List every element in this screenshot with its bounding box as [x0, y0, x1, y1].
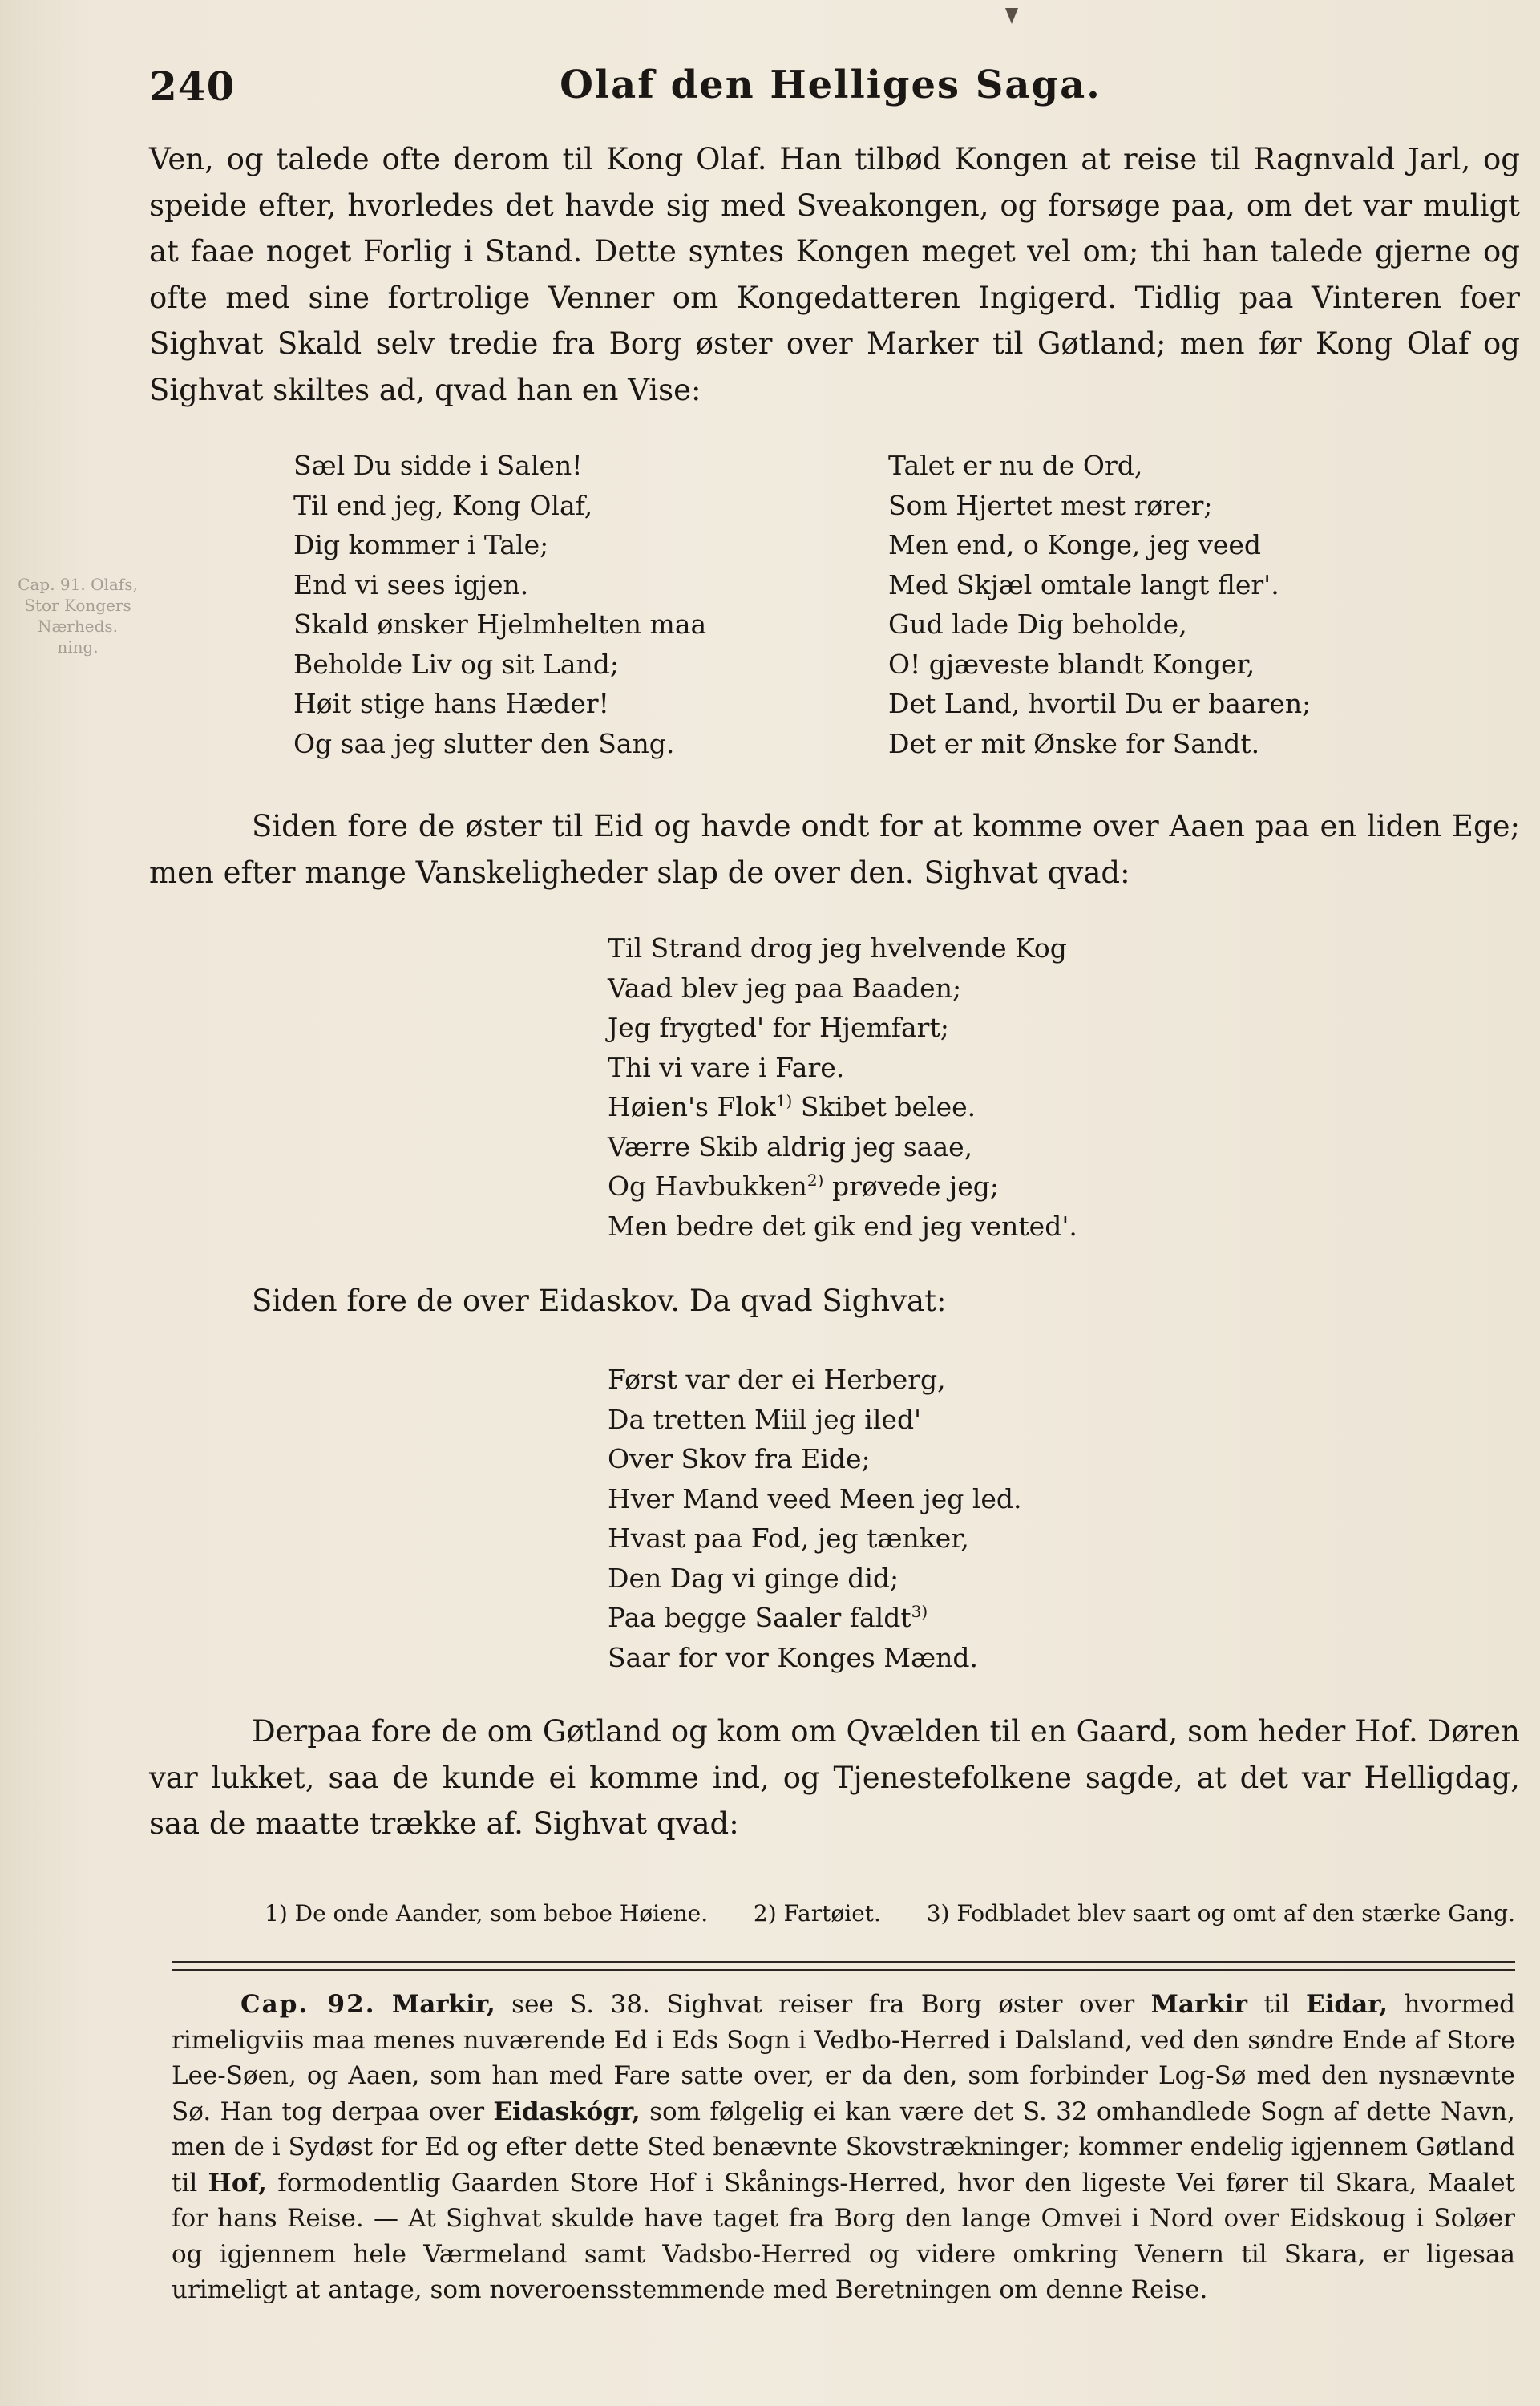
commentary-segment: som følgelig ei kan være det S. 32 omhandlede Sogn af dette Navn, men de i Sydøst for Ed og efter dette Sted benævnte Skovstrækninger; kommer endelig igjennem Gøtland til: [172, 2097, 1515, 2198]
verse-line: End vi sees igjen.: [293, 568, 529, 600]
verse-line-text: prøvede jeg;: [823, 1171, 1000, 1202]
commentary-section: [172, 1987, 1515, 2308]
commentary-text: [172, 1987, 1515, 2308]
verse-line: Til Strand drog jeg hvelvende Kog: [608, 932, 1067, 964]
verse-line-text: Skibet belee.: [792, 1091, 976, 1122]
paragraph-3-text: Siden fore de over Eidaskov. Da qvad Sighvat:: [252, 1284, 947, 1318]
verse-line: Hvast paa Fod, jeg tænker,: [608, 1522, 969, 1554]
place-markir: Markir,: [391, 1990, 495, 2019]
verse-line: Med Skjæl omtale langt fler'.: [888, 568, 1279, 600]
commentary-segment: formodentlig Gaarden Store Hof i Skånings-Herred, hvor den ligeste Vei fører til Skara, Maalet for hans Reise. — At Sighvat skulde have taget fra Borg den lange Omvei i Nord over Eidskoug i Soløer og igjennem hele Værmeland samt Vadsbo-Herred og videre omkring Venern til Skara, er ligesaa urimeligt at antage, som noveroensstemmende med Beretningen om denne Reise.: [172, 2168, 1515, 2304]
commentary-segment: til: [1247, 1990, 1306, 2019]
verse-line: Til end jeg, Kong Olaf,: [293, 489, 593, 521]
verse-line: [608, 1598, 1022, 1638]
verse-1-right: [888, 446, 1311, 763]
verse-line-text: Paa begge Saaler faldt: [608, 1602, 911, 1633]
verse-line-text: Høien's Flok: [608, 1091, 776, 1122]
verse-line: Værre Skib aldrig jeg saae,: [608, 1130, 973, 1163]
verse-line: Thi vi vare i Fare.: [608, 1051, 845, 1083]
separator-rule: [172, 1961, 1515, 1963]
verse-line: Gud lade Dig beholde,: [888, 609, 1187, 640]
verse-line: Det Land, hvortil Du er baaren;: [888, 688, 1312, 719]
verse-line: Hver Mand veed Meen jeg led.: [608, 1482, 1022, 1514]
chapter-label: Cap. 92.: [240, 1990, 376, 2019]
verse-line: Talet er nu de Ord,: [888, 450, 1143, 481]
paragraph-4-text: Derpaa fore de om Gøtland og kom om Qvælden til en Gaard, som heder Hof. Døren var lukket, saa de kunde ei komme ind, og Tjenestefolkene sagde, at det var Helligdag, saa de maatte trække af. Sighvat qvad:: [149, 1714, 1520, 1841]
verse-2: [608, 928, 1077, 1246]
verse-line: Som Hjertet mest rører;: [888, 489, 1213, 521]
place-eidar: Eidar,: [1306, 1990, 1388, 2019]
separator-rule: [172, 1969, 1515, 1971]
place-markir-2: Markir: [1150, 1990, 1247, 2019]
running-title: Olaf den Helliges Saga.: [560, 63, 1101, 107]
paragraph-1: [149, 136, 1520, 413]
verse-line: Først var der ei Herberg,: [608, 1364, 946, 1395]
verse-line: Skald ønsker Hjelmhelten maa: [293, 609, 707, 640]
commentary-segment: hvormed rimeligviis maa menes nuværende Ed i Eds Sogn i Vedbo-Herred i Dalsland, ved den søndre Ende af Store Lee-Søen, og Aaen, som han med Fare satte over, er da den, som forbinder Log-Sø med den nysnævnte Sø. Han tog derpaa over: [172, 1990, 1515, 2126]
verse-line: Men bedre det gik end jeg vented'.: [608, 1210, 1077, 1242]
commentary-segment: see S. 38. Sighvat reiser fra Borg øster over: [495, 1990, 1151, 2019]
verse-line: [608, 1167, 1077, 1207]
footnotes: [265, 1898, 1515, 1930]
paragraph-4: [149, 1708, 1520, 1847]
page-number: 240: [149, 63, 236, 110]
verse-line: Og saa jeg slutter den Sang.: [293, 727, 675, 759]
verse-line: Den Dag vi ginge did;: [608, 1562, 899, 1594]
verse-line: Saar for vor Konges Mænd.: [608, 1641, 978, 1673]
paragraph-2: [149, 803, 1520, 896]
footnote-ref-2: 2): [806, 1171, 824, 1190]
verse-line: Over Skov fra Eide;: [608, 1443, 871, 1474]
footnote-2: 2) Fartøiet.: [753, 1900, 881, 1927]
verse-line: Sæl Du sidde i Salen!: [293, 450, 583, 481]
footnote-3: 3) Fodbladet blev saart og omt af den stærke Gang.: [926, 1900, 1515, 1927]
verse-line: Da tretten Miil jeg iled': [608, 1403, 922, 1435]
paragraph-3: [149, 1278, 1520, 1324]
verse-3: [608, 1360, 1022, 1677]
place-eidaskogr: Eidaskógr,: [493, 2097, 641, 2126]
paragraph-2-text: Siden fore de øster til Eid og havde ondt for at komme over Aaen paa en liden Ege; men efter mange Vanskeligheder slap de over den. Sighvat qvad:: [149, 809, 1520, 890]
fleuron-ornament: [1004, 6, 1020, 26]
verse-line: O! gjæveste blandt Konger,: [888, 648, 1255, 680]
verse-line: Høit stige hans Hæder!: [293, 688, 609, 719]
footnote-ref-3: 3): [911, 1602, 928, 1621]
verse-line: Det er mit Ønske for Sandt.: [888, 727, 1260, 759]
verse-1-left: [293, 446, 706, 763]
verse-line: Beholde Liv og sit Land;: [293, 648, 620, 680]
page-header: [149, 63, 1512, 119]
verse-line: [608, 1087, 1077, 1127]
margin-note: Cap. 91. Olafs, Stor Kongers Nærheds. ning.: [18, 575, 138, 657]
verse-line: Jeg frygted' for Hjemfart;: [608, 1012, 949, 1043]
verse-line: Men end, o Konge, jeg veed: [888, 529, 1262, 560]
verse-line: Vaad blev jeg paa Baaden;: [608, 972, 962, 1004]
verse-line-text: Og Havbukken: [608, 1171, 807, 1202]
place-hof: Hof,: [208, 2168, 267, 2198]
verse-line: Dig kommer i Tale;: [293, 529, 549, 560]
paragraph-1-text: Ven, og talede ofte derom til Kong Olaf. Han tilbød Kongen at reise til Ragnvald Jarl, og speide efter, hvorledes det havde sig med Sveakongen, og forsøge paa, om det var muligt at faae noget Forlig i Stand. Dette syntes Kongen meget vel om; thi han talede gjerne og ofte med sine fortrolige Venner om Kongedatteren Ingigerd. Tidlig paa Vinteren foer Sighvat Skald selv tredie fra Borg øster over Marker til Gøtland; men før Kong Olaf og Sighvat skiltes ad, qvad han en Vise:: [149, 142, 1520, 407]
footnote-ref-1: 1): [775, 1091, 793, 1110]
footnote-1: 1) De onde Aander, som beboe Høiene.: [265, 1900, 709, 1927]
